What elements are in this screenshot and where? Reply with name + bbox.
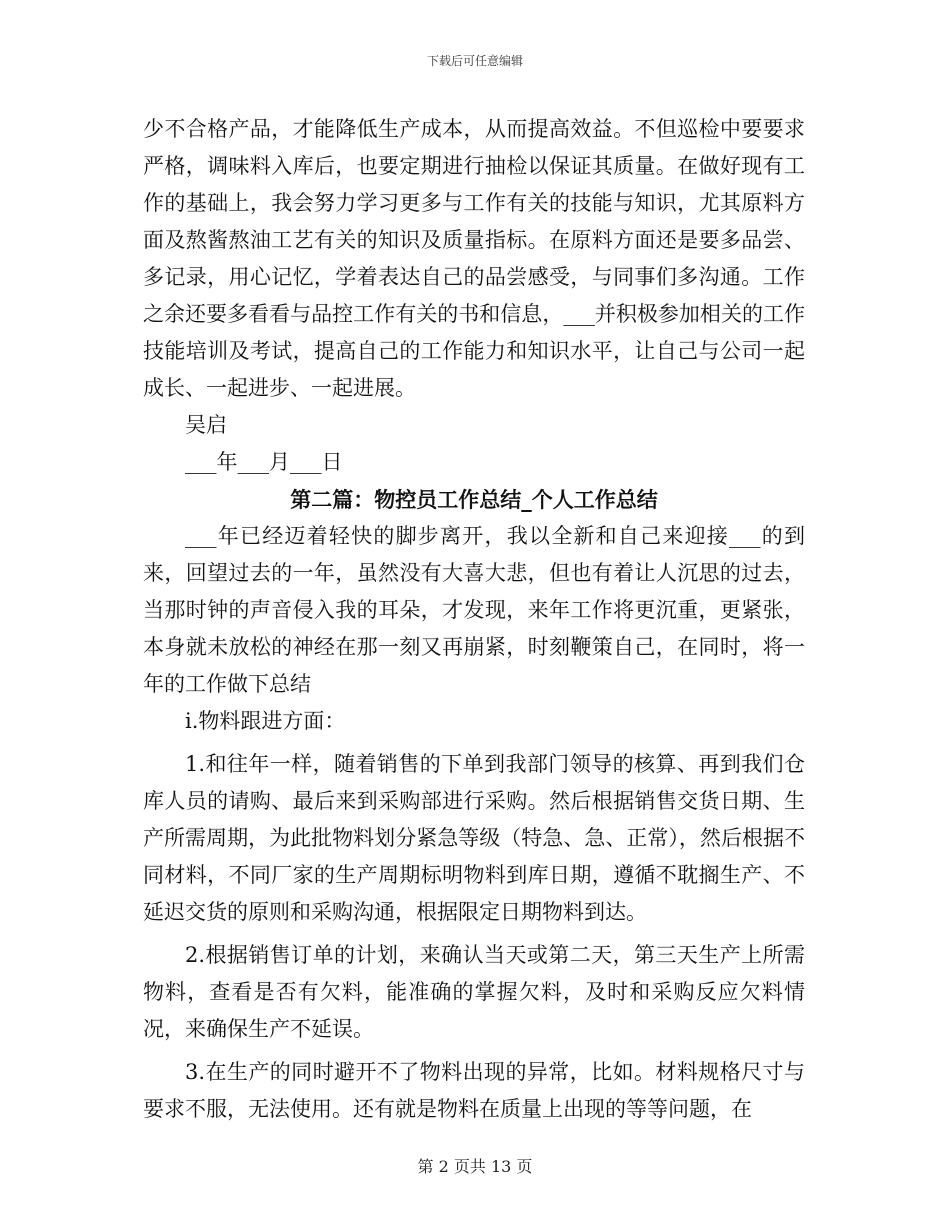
list-item-2: 2.根据销售订单的计划，来确认当天或第二天，第三天生产上所需物料，查看是否有欠料，能准确的掌握欠料，及时和采购反应欠料情况，来确保生产不延误。 (143, 943, 805, 1041)
list-item-3: 3.在生产的同时避开不了物料出现的异常，比如。材料规格尺寸与要求不服，无法使用。还有就是物料在质量上出现的等等问题，在 (143, 1060, 805, 1121)
paragraph-continuation: 少不合格产品，才能降低生产成本，从而提高效益。不但巡检中要要求严格，调味料入库后，也要定期进行抽检以保证其质量。在做好现有工作的基础上，我会努力学习更多与工作有关的技能与知识，尤其原料方面及熬酱熬油工艺有关的知识及质量指标。在原料方面还是要多品尝、多记录，用心记忆，学着表达自己的品尝感受，与同事们多沟通。工作之余还要多看看与品控工作有关的书和信息，___并积极参加相关的工作技能培训及考试，提高自己的工作能力和知识水平，让自己与公司一起成长、一起进步、一起进展。 (143, 117, 805, 400)
intro-paragraph: ___年已经迈着轻快的脚步离开，我以全新和自己来迎接___的到来，回望过去的一年，虽然没有大喜大悲，但也有着让人沉思的过去，当那时钟的声音侵入我的耳朵，才发现，来年工作将更沉重，更紧张，本身就未放松的神经在那一刻又再崩紧，时刻鞭策自己，在同时，将一年的工作做下总结 (143, 524, 805, 696)
list-item-1: 1.和往年一样，随着销售的下单到我部门领导的核算、再到我们仓库人员的请购、最后来到采购部进行采购。然后根据销售交货日期、生产所需周期，为此批物料划分紧急等级（特急、急、正常），然后根据不同材料，不同厂家的生产周期标明物料到库日期，遵循不耽搁生产、不延迟交货的原则和采购沟通，根据限定日期物料到达。 (143, 752, 805, 924)
document-body (143, 111, 805, 1128)
date-line: ___年___月___日 (185, 450, 343, 474)
page-header: 下载后可任意编辑 (426, 54, 523, 68)
signature: 吴启 (185, 413, 227, 437)
section-title: 第二篇：物控员工作总结_个人工作总结 (290, 487, 658, 512)
page-footer: 第 2 页共 13 页 (417, 1157, 533, 1176)
subheading: i.物料跟进方面： (185, 709, 346, 733)
